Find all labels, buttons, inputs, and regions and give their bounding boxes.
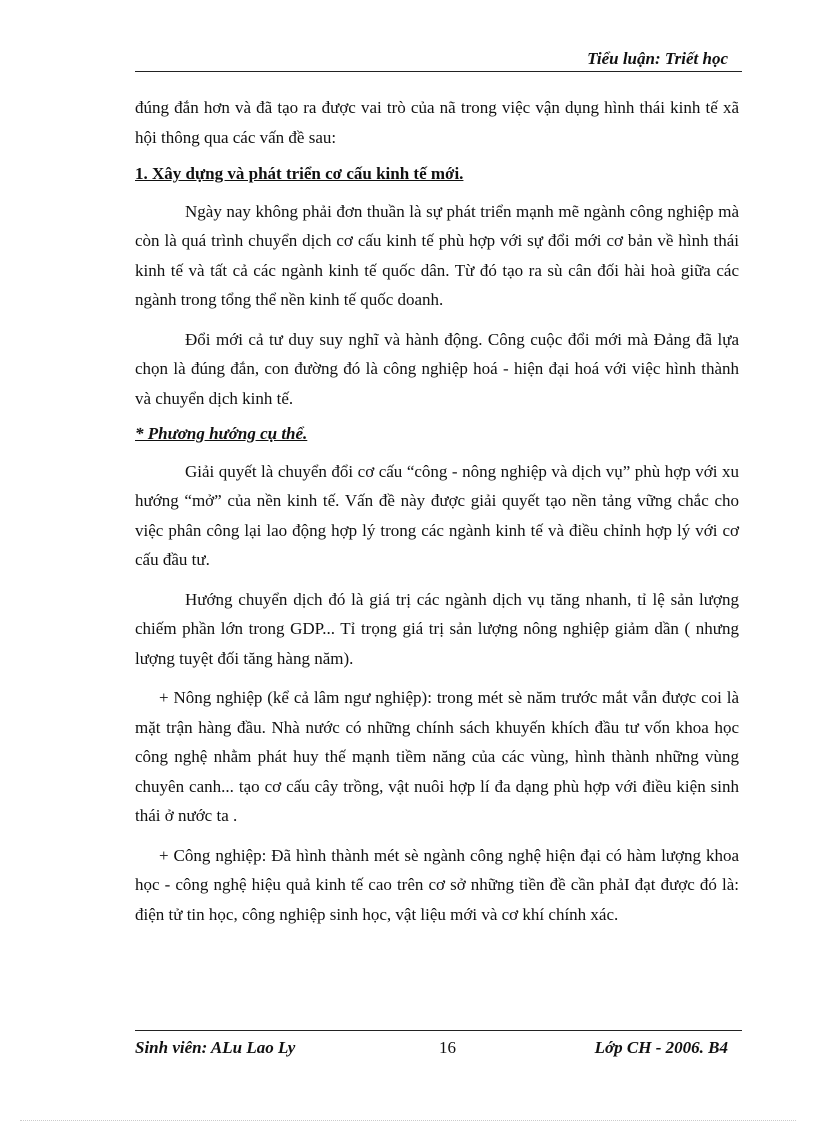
header-rule: [135, 71, 742, 72]
header-title: Tiểu luận: Triết học: [587, 49, 728, 68]
footer: [135, 1038, 742, 1062]
sub-heading: * Phương hướng cụ thể.: [135, 424, 308, 443]
paragraph-industry: + Công nghiệp: Đã hình thành mét sè ngành công nghệ hiện đại có hàm lượng khoa học - công nghệ hiệu quả kinh tế cao trên cơ sở những tiền đề cần phảI đạt được đó là: điện tử tin học, công nghiệp sinh học, vật liệu mới và cơ khí chính xác.: [135, 845, 739, 924]
page-number: 16: [439, 1038, 456, 1057]
paragraph-5: Hướng chuyển dịch đó là giá trị các ngành dịch vụ tăng nhanh, tỉ lệ sản lượng chiếm phần lớn trong GDP... Tỉ trọng giá trị sản lượng nông nghiệp giảm dần ( nhưng lượng tuyệt đối tăng hàng năm).: [135, 589, 739, 668]
paragraph-agriculture: + Nông nghiệp (kể cả lâm ngư nghiệp): trong mét sè năm trước mắt vẫn được coi là mặt trận hàng đầu. Nhà nước có những chính sách khuyến khích đầu tư vốn khoa học công nghệ nhằm phát huy thế mạnh tiềm năng của các vùng, hình thành những vùng chuyên canh... tạo cơ cấu cây trồng, vật nuôi hợp lí đa dạng phù hợp với điều kiện sinh thái ở nước ta .: [135, 688, 739, 825]
paragraph-1: đúng đắn hơn và đã tạo ra được vai trò của nã trong việc vận dụng hình thái kinh tế xã hội thông qua các vấn đề sau:: [135, 98, 739, 147]
page-edge-divider: [20, 1120, 796, 1121]
footer-rule: [135, 1030, 742, 1031]
paragraph-4: Giải quyết là chuyển đổi cơ cấu “công - nông nghiệp và dịch vụ” phù hợp với xu hướng “mở” của nền kinh tế. Vấn đề này được giải quyết tạo nền tảng vững chắc cho việc phân công lại lao động hợp lý trong các ngành kinh tế và điều chỉnh hợp lý với cơ cấu đầu tư.: [135, 461, 739, 569]
paragraph-2: Ngày nay không phải đơn thuần là sự phát triển mạnh mẽ ngành công nghiệp mà còn là quá trình chuyển dịch cơ cấu kinh tế phù hợp với sự đổi mới cơ bản về hình thái kinh tế và tất cả các ngành kinh tế quốc dân. Từ đó tạo ra sù cân đối hài hoà giữa các ngành trong tổng thể nền kinh tế quốc doanh.: [135, 201, 739, 309]
footer-class: Lớp CH - 2006. B4: [594, 1038, 728, 1057]
paragraph-3: Đổi mới cả tư duy suy nghĩ và hành động. Công cuộc đổi mới mà Đảng đã lựa chọn là đúng đắn, con đường đó là công nghiệp hoá - hiện đại hoá với việc hình thành và chuyển dịch kinh tế.: [135, 329, 739, 408]
document-body: [135, 93, 739, 929]
section-heading: 1. Xây dựng và phát triển cơ cấu kinh tế mới.: [135, 164, 464, 183]
footer-student: Sinh viên: ALu Lao Ly: [135, 1038, 296, 1057]
